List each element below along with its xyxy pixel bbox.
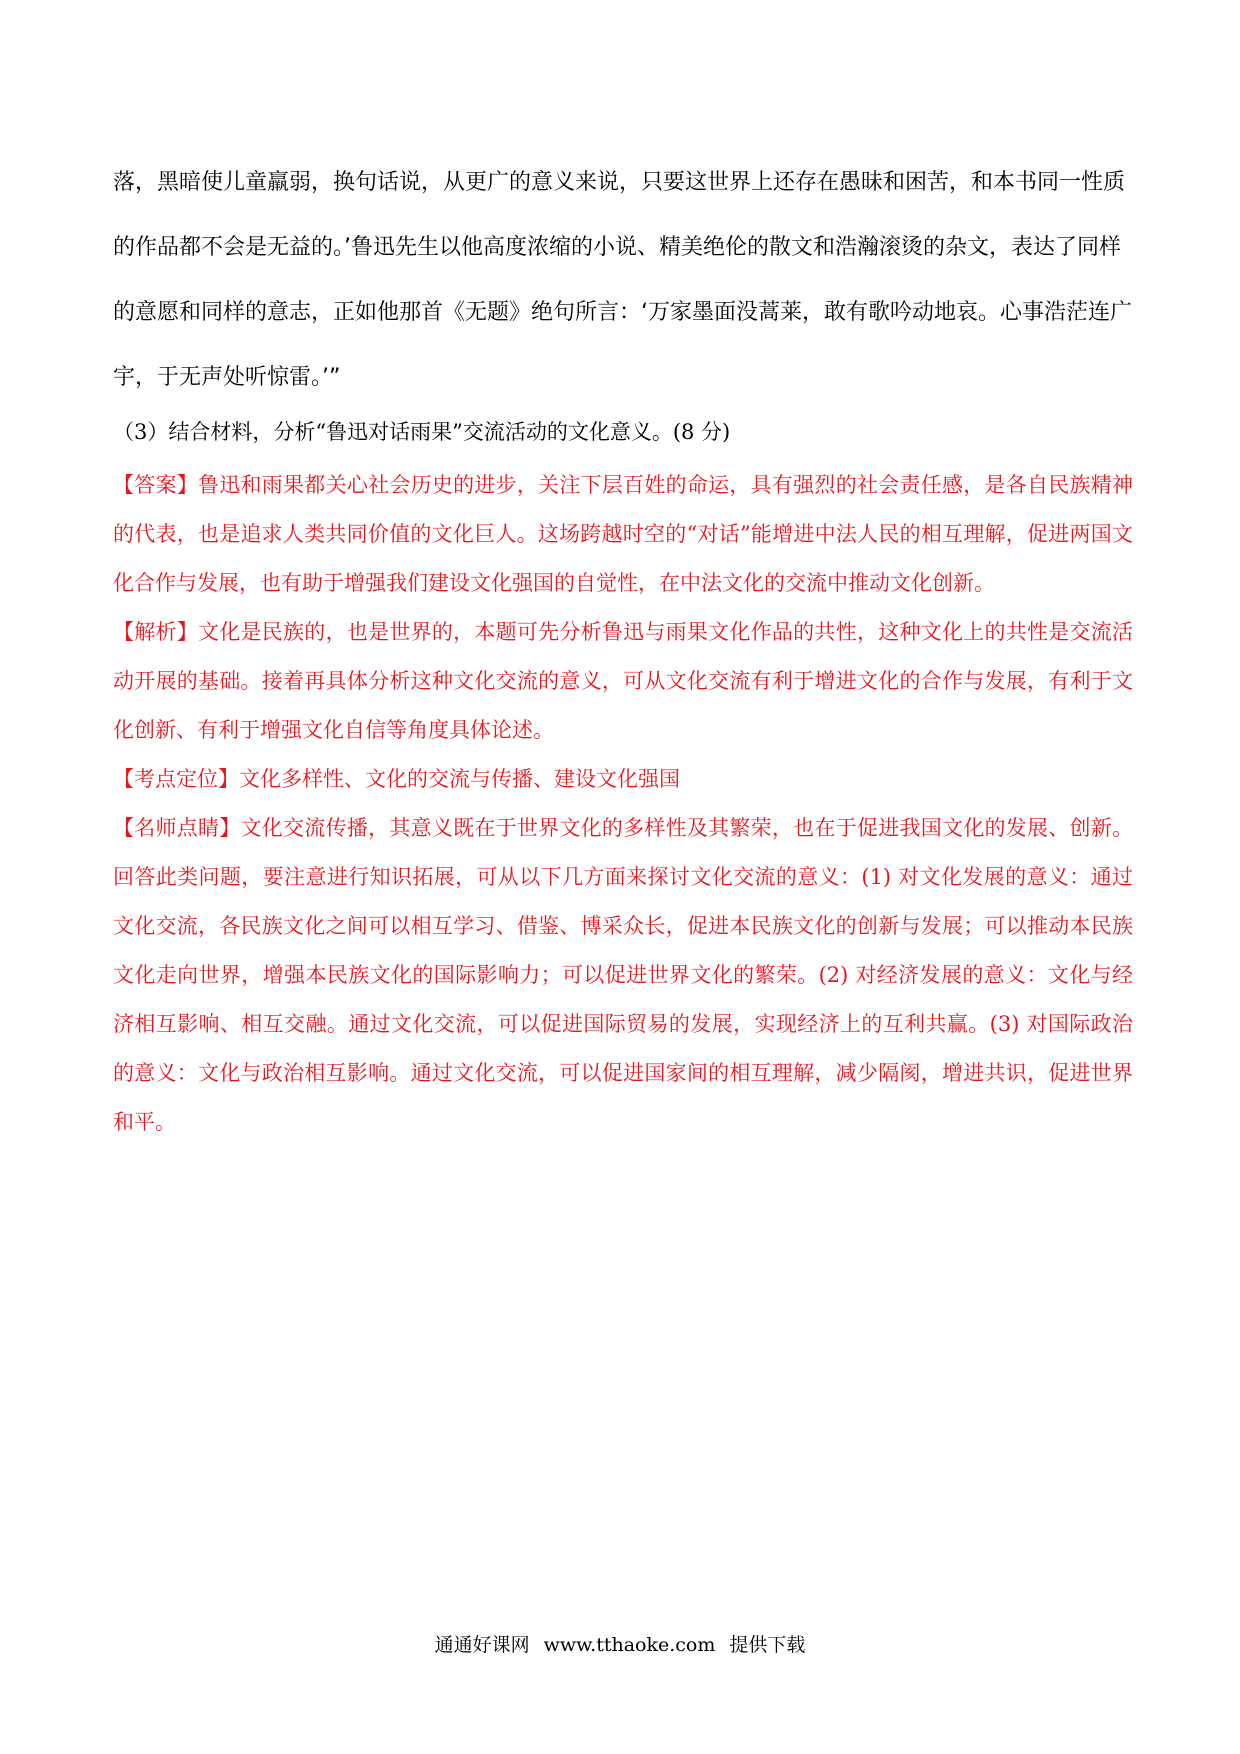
answer-paragraph: [113, 461, 1133, 608]
knowledge-point-text: 文化多样性、文化的交流与传播、建设文化强国: [239, 767, 680, 791]
document-page: [113, 0, 1133, 1754]
analysis-tag: 【解析】: [113, 620, 199, 644]
material-line: 宇，于无声处听惊雷。’”: [113, 365, 341, 390]
teacher-note-tag: 【名师点睛】: [113, 816, 241, 840]
material-line: 落，黑暗使儿童羸弱，换句话说，从更广的意义来说，只要这世界上还存在愚昧和困苦，和本书同一性质: [113, 170, 1126, 195]
footer-url[interactable]: www.tthaoke.com: [543, 1634, 716, 1656]
teacher-note-paragraph: [113, 804, 1133, 1147]
analysis-text: 文化是民族的，也是世界的，本题可先分析鲁迅与雨果文化作品的共性，这种文化上的共性是交流活动开展的基础。接着再具体分析这种文化交流的意义，可从文化交流有利于增进文化的合作与发展，有利于文化创新、有利于增强文化自信等角度具体论述。: [113, 620, 1134, 742]
answer-tag: 【答案】: [113, 473, 199, 497]
knowledge-point-tag: 【考点定位】: [113, 767, 239, 791]
material-line: 的意愿和同样的意志，正如他那首《无题》绝句所言：‘万家墨面没蒿莱，敢有歌吟动地哀。心事浩茫连广: [113, 300, 1132, 325]
material-passage: [113, 150, 1133, 410]
footer-site-name: 通通好课网: [434, 1634, 530, 1656]
footer-suffix: 提供下载: [729, 1634, 806, 1656]
material-line: 的作品都不会是无益的。’鲁迅先生以他高度浓缩的小说、精美绝伦的散文和浩瀚滚烫的杂文，表达了同样: [113, 235, 1121, 260]
page-footer: [0, 1631, 1240, 1659]
question-3: （3）结合材料，分析“鲁迅对话雨果”交流活动的文化意义。(8 分): [113, 420, 731, 444]
teacher-note-text: 文化交流传播，其意义既在于世界文化的多样性及其繁荣，也在于促进我国文化的发展、创新。回答此类问题，要注意进行知识拓展，可从以下几方面来探讨文化交流的意义：(1) 对文化发展的意义：通过文化交流，各民族文化之间可以相互学习、借鉴、博采众长，促进本民族文化的创新与发展；可以推动本民族文化走向世界，增强本民族文化的国际影响力；可以促进世界文化的繁荣。(2) 对经济发展的意义：文化与经济相互影响、相互交融。通过文化交流，可以促进国际贸易的发展，实现经济上的互利共赢。(3) 对国际政治的意义：文化与政治相互影响。通过文化交流，可以促进国家间的相互理解，减少隔阂，增进共识，促进世界和平。: [113, 816, 1134, 1134]
knowledge-point-paragraph: [113, 755, 1133, 804]
answer-text: 鲁迅和雨果都关心社会历史的进步，关注下层百姓的命运，具有强烈的社会责任感，是各自民族精神的代表，也是追求人类共同价值的文化巨人。这场跨越时空的“对话”能增进中法人民的相互理解，促进两国文化合作与发展，也有助于增强我们建设文化强国的自觉性，在中法文化的交流中推动文化创新。: [113, 473, 1134, 595]
answer-section: [113, 461, 1133, 1147]
analysis-paragraph: [113, 608, 1133, 755]
